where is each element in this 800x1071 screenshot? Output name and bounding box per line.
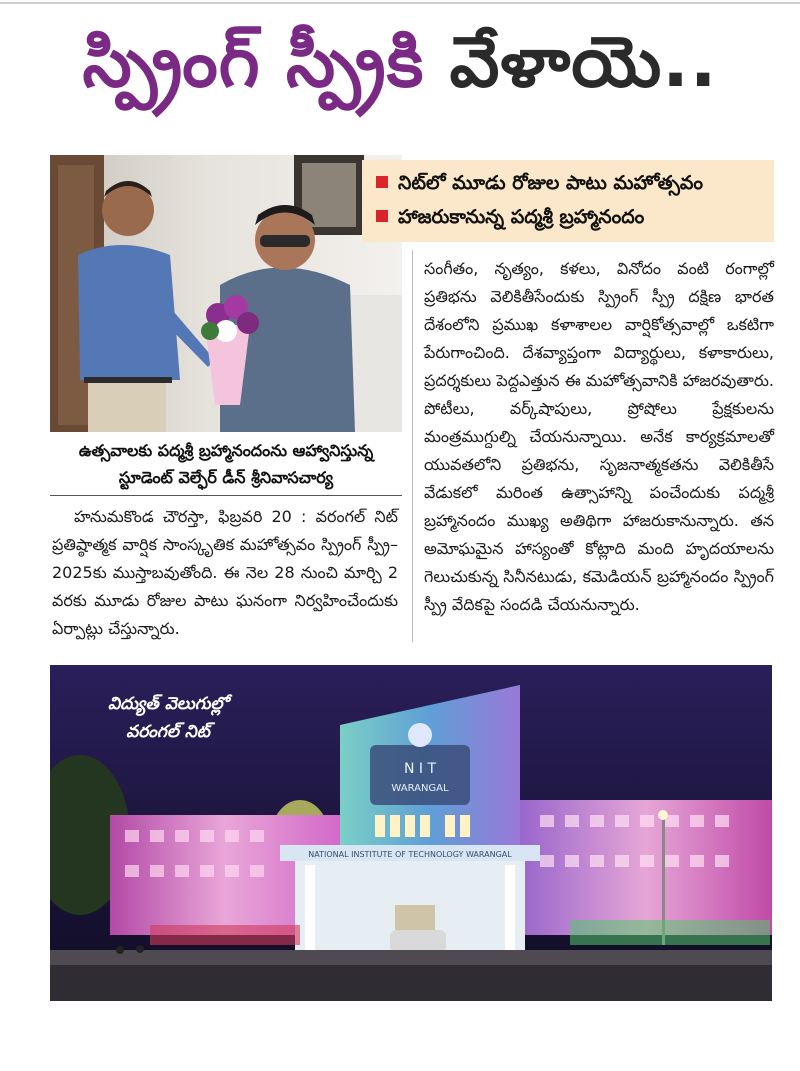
night-photo-caption: [68, 690, 268, 746]
road-foreground: [50, 965, 772, 1001]
subhead-item: [376, 172, 703, 199]
facade-text: NATIONAL INSTITUTE OF TECHNOLOGY WARANGAL: [308, 850, 512, 859]
pillar: [305, 865, 315, 951]
bullet-icon: [376, 176, 388, 188]
garden-lights-right: [570, 920, 770, 945]
subhead-text-2: హాజరుకానున్న పద్మశ్రీ బ్రహ్మానందం: [398, 206, 645, 228]
bullet-icon: [376, 210, 388, 222]
page-top-rule: [0, 2, 800, 4]
night-photo-caption-line-2: వరంగల్ నిట్: [126, 722, 210, 742]
man-left-shirt: [78, 245, 180, 380]
caption-rule: [50, 495, 402, 496]
headline-accent: వేళాయె..: [449, 21, 718, 103]
bouquet-leaves: [201, 322, 219, 340]
tower-text-1: N I T: [403, 761, 437, 777]
subhead-item: [376, 206, 644, 233]
meeting-photo: [50, 155, 402, 432]
meeting-photo-illustration: [50, 155, 402, 432]
photo-caption: [50, 437, 402, 491]
column-divider: [412, 250, 413, 642]
person-silhouette: [116, 946, 124, 954]
man-left-belt: [84, 377, 172, 383]
emblem-icon: [408, 723, 432, 747]
photo-caption-line-2: స్టూడెంట్ వెల్ఫేర్ డీన్ శ్రీనివాసచార్య: [118, 468, 334, 487]
headline-main: స్ప్రింగ్ స్ప్రీకి: [82, 21, 425, 103]
article-column-right: సంగీతం, నృత్యం, కళలు, వినోదం వంటి రంగాల్లో ప్రతిభను వెలికితీసేందుకు స్ప్రింగ్ స్ప్రీ దక్షిణ భారత దేశంలోని ప్రముఖ కళాశాలల వార్షికోత్సవాల్లో ఒకటిగా పేరుగాంచింది. దేశవ్యాప్తంగా విద్యార్థులు, కళాకారులు, ప్రదర్శకులు పెద్దఎత్తున ఈ మహోత్సవానికి హాజరవుతారు. పోటీలు, వర్క్‌షాపులు, ప్రోషోలు ప్రేక్షకులను మంత్రముగ్దుల్ని చేయనున్నాయి. అనేక కార్యక్రమాలతో యువతలోని ప్రతిభను, సృజనాత్మకతను వెలికితీసే వేడుకలో మరింత ఉత్సాహాన్ని పంచేందుకు పద్మశ్రీ బ్రహ్మానందం ముఖ్య అతిథిగా హాజరుకానున్నారు. తన అమోఘమైన హాస్యంతో కోట్లాది మంది హృదయాలను గెలుచుకున్న సినీనటుడు, కమెడియన్ బ్రహ్మానందం స్ప్రింగ్ స్ప్రీ వేదికపై సందడి చేయనున్నారు.: [424, 259, 774, 614]
photo-caption-line-1: ఉత్సవాలకు పద్మశ్రీ బ్రహ్మానందంను ఆహ్వానిస్తున్న: [78, 441, 374, 460]
subhead-text-1: నిట్‌లో మూడు రోజుల పాటు మహోత్సవం: [398, 172, 704, 194]
headline: [0, 20, 800, 104]
tower-text-2: WARANGAL: [391, 783, 449, 794]
bouquet-flower-3: [237, 312, 259, 334]
man-left-trousers: [88, 380, 166, 432]
garden-lights-left: [150, 925, 300, 945]
man-right-glasses: [260, 235, 310, 247]
street-lamp-light: [658, 810, 668, 820]
white-chair: [350, 295, 402, 432]
pillar: [505, 865, 515, 951]
person-silhouette: [136, 945, 144, 953]
parked-car: [390, 930, 446, 952]
night-photo-caption-line-1: విద్యుత్ వెలుగుల్లో: [107, 694, 229, 714]
article-column-left: హనుమకొండ చౌరస్తా, ఫిబ్రవరి 20 : వరంగల్ నిట్ ప్రతిష్ఠాత్మక వార్షిక సాంస్కృతిక మహోత్సవం స్ప్రింగ్ స్ప్రీ–2025కు ముస్తాబవుతోంది. ఈ నెల 28 నుంచి మార్చి 2 వరకు మూడు రోజుల పాటు ఘనంగా నిర్వహించేందుకు ఏర్పాట్లు చేస్తున్నారు.: [52, 507, 398, 638]
